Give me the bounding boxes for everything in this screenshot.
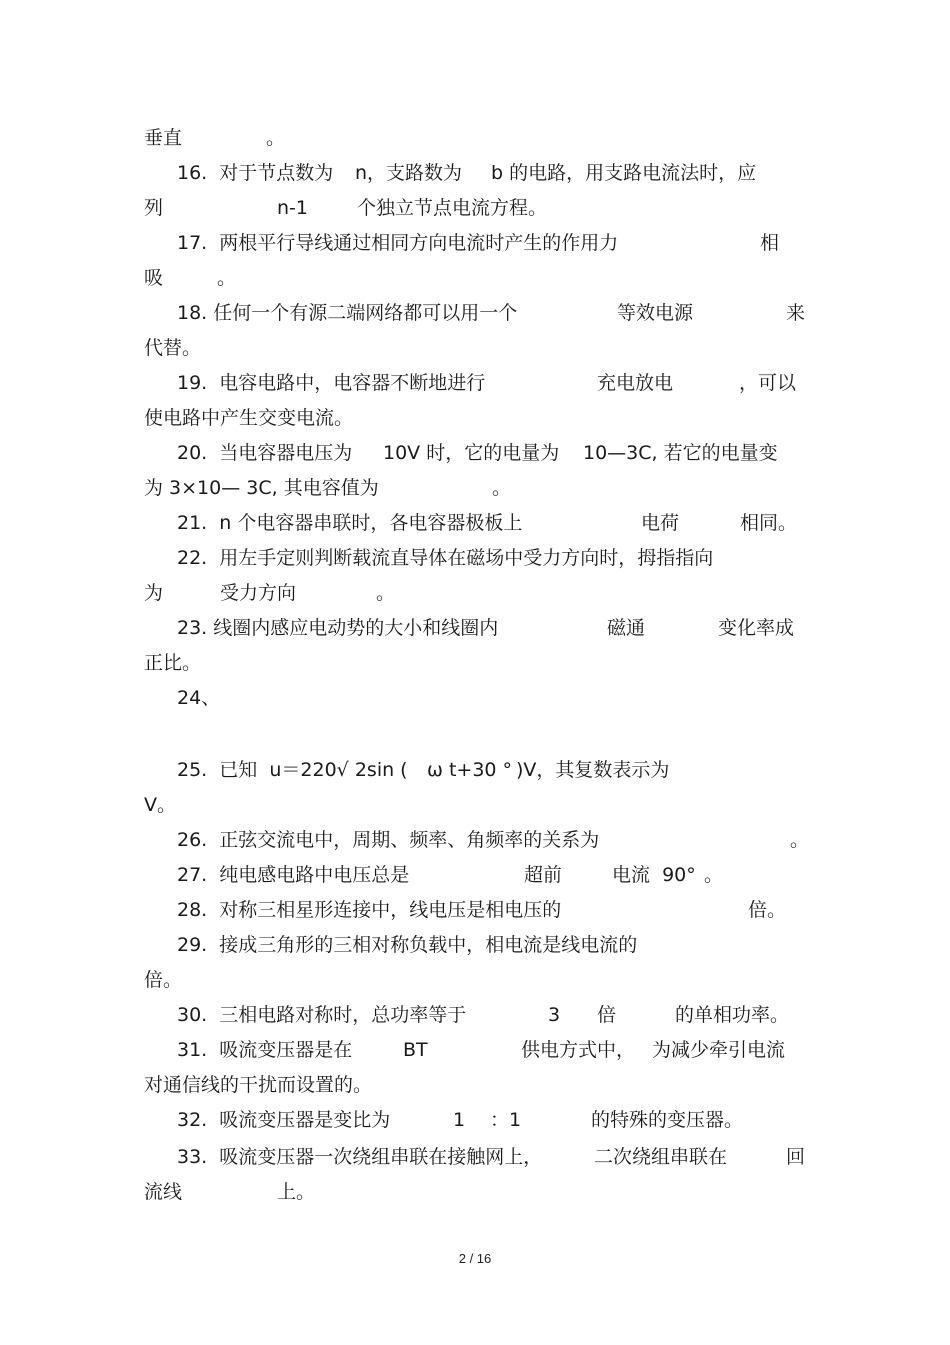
text-line: b 的电路，用支路电流法时，应 — [491, 162, 757, 184]
question-24: 24、 — [177, 687, 221, 709]
answer-text: 倍 — [597, 1004, 617, 1026]
question-29: 29. 接成三角形的三相对称负载中，相电流是线电流的 — [177, 934, 638, 956]
text-line: ω t+30 ° — [427, 759, 513, 781]
text-line: 使电路中产生交变电流。 — [144, 407, 354, 429]
answer-text: ：1 — [490, 1109, 522, 1131]
text-line: n，支路数为 — [355, 162, 463, 184]
text-line: 倍。 — [144, 969, 183, 991]
text-line: 供电方式中， — [521, 1039, 636, 1061]
text-line: 。 — [376, 582, 396, 604]
answer-text: 1 — [453, 1109, 466, 1131]
question-17: 17. 两根平行导线通过相同方向电流时产生的作用力 — [177, 232, 619, 254]
answer-text: BT — [403, 1039, 428, 1061]
text-line: ，可以 — [739, 372, 797, 394]
answer-text: 回 — [786, 1146, 806, 1168]
text-line: 倍。 — [748, 899, 787, 921]
question-33: 33. 吸流变压器一次绕组串联在接触网上， — [177, 1146, 543, 1168]
text-line: 个独立节点电流方程。 — [357, 197, 548, 219]
text-line: 电流 90° — [612, 864, 696, 886]
question-23: 23. 线圈内感应电动势的大小和线圈内 — [177, 617, 499, 639]
text-line: 10—3C, 若它的电量变 — [583, 442, 778, 464]
question-18: 18. 任何一个有源二端网络都可以用一个 — [177, 302, 518, 324]
text-line: 。 — [266, 127, 286, 149]
answer-text: 电荷 — [641, 512, 680, 534]
text-line: 为 3×10— 3C, 其电容值为 — [144, 477, 379, 499]
question-26: 26. 正弦交流电中，周期、频率、角频率的关系为 — [177, 829, 600, 851]
answer-text: 流线 — [144, 1181, 183, 1203]
question-27: 27. 纯电感电路中电压总是 — [177, 864, 410, 886]
text-line: 变化率成 — [718, 617, 795, 639]
text-line: 。 — [704, 864, 724, 886]
text-line: 为减少牵引电流 — [652, 1039, 786, 1061]
text-line: 二次绕组串联在 — [594, 1146, 728, 1168]
answer-text: n-1 — [277, 197, 308, 219]
question-16: 16. 对于节点数为 — [177, 162, 334, 184]
question-25: 25. 已知 u＝220√ 2sin ( — [177, 759, 408, 781]
text-line: 的特殊的变压器。 — [591, 1109, 744, 1131]
question-22: 22. 用左手定则判断载流直导体在磁场中受力方向时，拇指指向 — [177, 547, 714, 569]
answer-text: 磁通 — [607, 617, 646, 639]
question-30: 30. 三相电路对称时，总功率等于 — [177, 1004, 467, 1026]
answer-text: 等效电源 — [617, 302, 694, 324]
text-line: 来 — [786, 302, 806, 324]
answer-text: 充电放电 — [597, 372, 674, 394]
text-line: 列 — [144, 197, 164, 219]
text-line: 。 — [492, 477, 512, 499]
question-19: 19. 电容电路中，电容器不断地进行 — [177, 372, 486, 394]
text-line: 相同。 — [740, 512, 798, 534]
answer-text: 受力方向 — [220, 582, 297, 604]
question-31: 31. 吸流变压器是在 — [177, 1039, 353, 1061]
question-21: 21. n 个电容器串联时，各电容器极板上 — [177, 512, 523, 534]
page-number: 2 / 16 — [458, 1251, 492, 1266]
question-20: 20. 当电容器电压为 — [177, 442, 353, 464]
text-line: )V，其复数表示为 — [516, 759, 670, 781]
text-line: V。 — [144, 794, 176, 816]
question-28: 28. 对称三相星形连接中，线电压是相电压的 — [177, 899, 562, 921]
text-line: 上。 — [277, 1181, 316, 1203]
text-line: 垂直 — [144, 127, 183, 149]
answer-text: 3 — [548, 1004, 561, 1026]
text-line: 10V 时，它的电量为 — [383, 442, 560, 464]
text-line: 正比。 — [144, 652, 202, 674]
text-line: 对通信线的干扰而设置的。 — [144, 1074, 373, 1096]
question-32: 32. 吸流变压器是变比为 — [177, 1109, 391, 1131]
text-line: 代替。 — [144, 337, 202, 359]
text-line: 。 — [217, 267, 237, 289]
text-line: 为 — [144, 582, 164, 604]
text-line: 。 — [790, 829, 810, 851]
answer-text: 相 — [760, 232, 780, 254]
text-line: 的单相功率。 — [675, 1004, 790, 1026]
answer-text: 吸 — [144, 267, 164, 289]
answer-text: 超前 — [524, 864, 563, 886]
